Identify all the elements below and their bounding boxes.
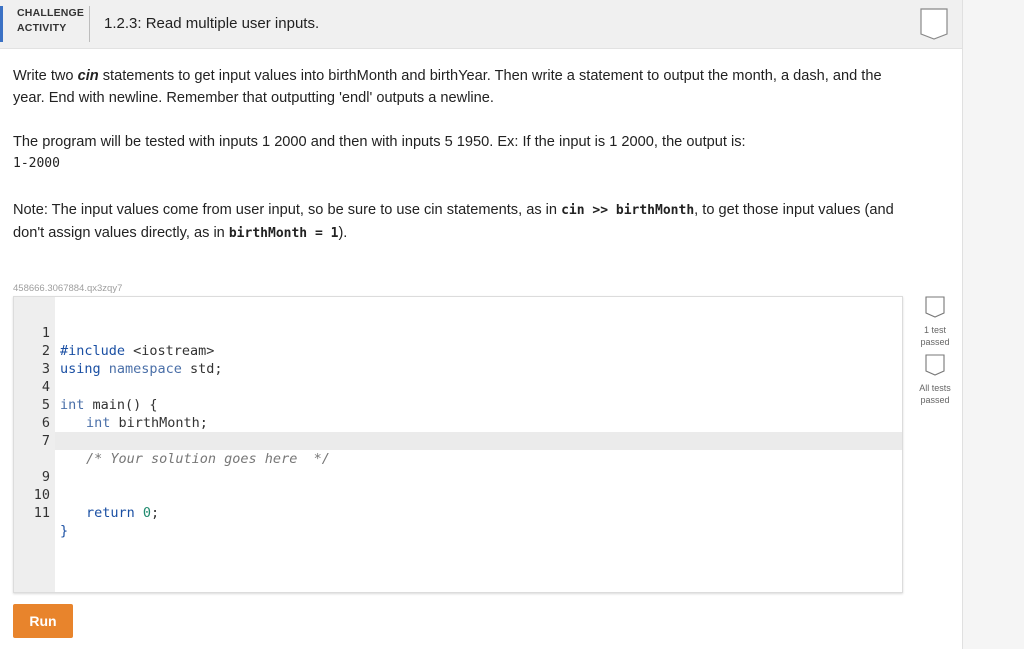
activity-id: 458666.3067884.qx3zqy7 xyxy=(13,283,123,294)
code-token: int xyxy=(60,397,85,413)
code-token: using xyxy=(60,361,101,377)
instructions-paragraph-3 xyxy=(13,199,913,245)
activity-type-line1: CHALLENGE xyxy=(17,7,85,19)
line-number: 10 xyxy=(33,487,50,503)
code-token: #include xyxy=(60,343,126,359)
code-token: 0 xyxy=(134,505,152,521)
code-line[interactable] xyxy=(14,306,902,359)
sample-output: 1-2000 xyxy=(13,156,60,171)
test-status-label: All tests xyxy=(919,383,951,393)
note-text: Note: The input values come from user input, so be sure to use cin statements, as in xyxy=(13,202,562,218)
run-button[interactable]: Run xyxy=(13,604,73,638)
instructions-paragraph-2: The program will be tested with inputs 1 2000 and then with inputs 5 1950. Ex: If the input is 1 2000, the output is: xyxy=(13,134,746,150)
activity-type-line2: ACTIVITY xyxy=(17,22,67,34)
code-token: namespace xyxy=(100,361,182,377)
note-text: ). xyxy=(338,225,348,241)
cin-keyword: cin xyxy=(77,68,99,84)
activity-title: 1.2.3: Read multiple user inputs. xyxy=(104,15,320,32)
instructions-text: Write two xyxy=(13,68,78,84)
line-number: 4 xyxy=(41,379,50,395)
activity-header xyxy=(0,0,962,49)
note-text: , to get those input values (and don't assign values directly, as in xyxy=(13,202,894,241)
code-line[interactable] xyxy=(14,360,902,413)
code-token: std; xyxy=(181,361,223,377)
line-number: 2 xyxy=(41,343,50,359)
instructions-paragraph-1 xyxy=(13,65,913,109)
inline-code: cin >> birthMonth xyxy=(561,203,695,218)
completion-badge-icon xyxy=(920,8,948,40)
activity-type-tag xyxy=(0,6,90,42)
line-number: 7 xyxy=(41,433,50,449)
test-status-label: passed xyxy=(920,395,950,405)
line-number: 9 xyxy=(41,469,50,485)
code-line[interactable] xyxy=(14,450,902,485)
code-token: birthMonth; xyxy=(110,415,208,431)
line-number: 6 xyxy=(41,415,50,431)
test-status-2 xyxy=(912,354,958,406)
code-token: ; xyxy=(151,505,160,521)
code-line xyxy=(14,432,55,450)
inline-code: birthMonth = 1 xyxy=(228,226,339,241)
code-token: return xyxy=(86,505,135,521)
test-status-label: 1 test xyxy=(923,325,946,335)
line-number: 1 xyxy=(41,325,50,341)
line-number: 11 xyxy=(33,505,50,521)
code-token: int xyxy=(86,415,111,431)
code-token: <iostream> xyxy=(125,343,215,359)
test-status-label: passed xyxy=(920,337,950,347)
solution-line[interactable] xyxy=(55,432,902,467)
test-badge-icon xyxy=(925,354,945,376)
test-status-1 xyxy=(912,296,958,348)
line-number: 5 xyxy=(41,397,50,413)
code-comment: /* Your solution goes here */ xyxy=(86,451,330,467)
test-badge-icon xyxy=(925,296,945,318)
code-token: } xyxy=(60,523,69,539)
code-line[interactable] xyxy=(14,414,902,449)
instructions-text: statements to get input values into birthMonth and birthYear. Then write a statement to output the month, a dash, and the year. End with newline. Remember that outputting 'endl' outputs a newline. xyxy=(13,68,882,106)
code-token: main() { xyxy=(84,397,158,413)
line-number: 3 xyxy=(41,361,50,377)
code-editor[interactable] xyxy=(13,296,903,593)
